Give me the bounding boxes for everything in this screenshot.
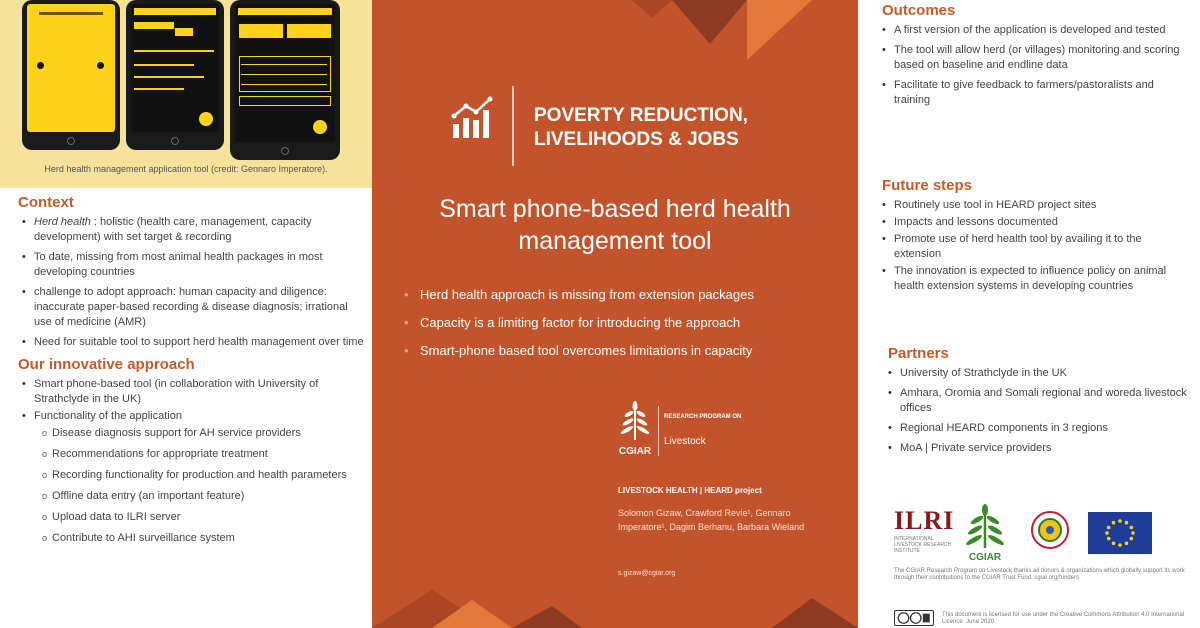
partners-heading: Partners (888, 345, 949, 362)
contact-email[interactable]: s.gizaw@cgiar.org (618, 570, 676, 577)
partner-item: • University of Strathclyde in the UK (884, 366, 1188, 381)
app-screenshots-panel (0, 0, 372, 188)
approach-item: • Smart phone-based tool (in collaboration with University of Strathclyde in the UK) (18, 377, 366, 407)
phone-screenshot-table (230, 0, 340, 160)
function-item: o Disease diagnosis support for AH service providers (42, 426, 366, 441)
donor-acknowledgement: The CGIAR Research Program on Livestock thanks all donors & organizations which globally support its work through their contributions to the CGIAR Trust Fund. cgiar.org/funders (894, 568, 1185, 581)
future-item: • Routinely use tool in HEARD project sites (878, 198, 1182, 213)
license-text: This document is licensed for use under the Creative Commons Attribution 4.0 International Licence. June 2020 (942, 612, 1185, 625)
phone-screen (235, 4, 335, 142)
poster-title: Smart phone-based herd health management tool (439, 195, 791, 255)
table-line (241, 64, 327, 65)
form-line (134, 50, 214, 52)
menu-dot-icon (37, 62, 44, 69)
approach-item: • Functionality of the application (18, 409, 366, 424)
context-item (18, 215, 366, 245)
approach-heading: Our innovative approach (18, 356, 195, 373)
creative-commons-icon (894, 610, 934, 626)
function-item: o Recording functionality for production and health parameters (42, 468, 366, 483)
context-list (18, 215, 366, 350)
ilri-logo (894, 506, 954, 556)
context-item-lead: Herd health (34, 216, 91, 228)
table-line (241, 84, 327, 85)
outcomes-section (858, 2, 1200, 113)
form-line (134, 76, 204, 78)
context-heading: Context (18, 194, 74, 211)
bottom-triangle-decoration (372, 560, 858, 628)
future-heading: Future steps (882, 177, 973, 194)
right-column (858, 0, 1200, 628)
form-line (134, 88, 184, 90)
menu-tile (239, 24, 283, 38)
key-point: • Herd health approach is missing from extension packages (402, 286, 842, 303)
ilri-wordmark: ILRI (894, 506, 955, 535)
key-point: • Smart-phone based tool overcomes limitations in capacity (402, 342, 842, 359)
function-item: o Contribute to AHI surveillance system (42, 531, 366, 546)
category-title: POVERTY REDUCTION, LIVELIHOODS & JOBS (534, 105, 748, 150)
license-row (894, 608, 1194, 628)
outcomes-heading: Outcomes (882, 2, 956, 19)
screenshots-caption: Herd health management application tool (credit: Gennaro Imperatore). (44, 164, 328, 174)
eu-flag-icon (1088, 512, 1152, 554)
header-divider (512, 86, 514, 166)
form-line (134, 64, 194, 66)
cgiar-logo (960, 502, 1010, 566)
context-item (18, 285, 366, 330)
summary-row (239, 96, 331, 106)
partners-list (884, 366, 1188, 456)
partner-logos (894, 500, 1194, 570)
table-line (241, 74, 327, 75)
context-item-text: challenge to adopt approach: human capacity and diligence: inaccurate paper-based recording & disease diagnosis; irrational use of medicine (AMR) (34, 286, 348, 328)
ministry-seal-icon (1030, 510, 1070, 550)
phone-screen (27, 4, 115, 132)
outcome-item: • The tool will allow herd (or villages) monitoring and scoring based on baseline and endline data (878, 43, 1182, 73)
menu-dot-icon (97, 62, 104, 69)
cgiar-wheat-icon (960, 502, 1010, 552)
eu-stars-icon (1088, 512, 1152, 554)
outcomes-list (878, 23, 1182, 108)
cgiar-wordmark: CGIAR (968, 552, 1002, 563)
logo-divider (658, 406, 659, 456)
add-fab-icon (199, 112, 213, 126)
partner-item: • MoA | Private service providers (884, 441, 1188, 456)
app-header-bar (134, 8, 216, 15)
context-item (18, 250, 366, 280)
partners-section (864, 345, 1200, 461)
outcome-item: • A first version of the application is developed and tested (878, 23, 1182, 38)
function-item: o Recommendations for appropriate treatment (42, 447, 366, 462)
authors: Solomon Gizaw, Crawford Revie¹, Gennaro Imperatore¹, Dagim Berhanu, Barbara Wieland (618, 508, 805, 532)
add-fab-icon (313, 120, 327, 134)
partner-item: • Amhara, Oromia and Somali regional and woreda livestock offices (884, 386, 1188, 416)
app-title-bar (39, 12, 103, 15)
bar-chart-icon (450, 96, 494, 140)
left-text-sections (18, 194, 366, 552)
app-header-bar (238, 8, 332, 15)
key-points-list (402, 286, 842, 370)
project-line: LIVESTOCK HEALTH | HEARD project (618, 486, 762, 495)
program-label: RESEARCH PROGRAM ON (664, 414, 742, 420)
future-item: • The innovation is expected to influence policy on animal health extension systems in developing countries (878, 264, 1182, 294)
phone-screenshot-form (126, 0, 224, 150)
cgiar-wordmark: CGIAR (618, 446, 652, 457)
future-list (878, 198, 1182, 294)
phone-screen (131, 4, 219, 132)
cgiar-wheat-icon (618, 400, 652, 444)
key-point: • Capacity is a limiting factor for introducing the approach (402, 314, 842, 331)
approach-list (18, 377, 366, 424)
ilri-subtitle: INTERNATIONAL LIVESTOCK RESEARCH INSTITUTE (894, 536, 952, 554)
home-button-icon (67, 137, 75, 145)
menu-tile (287, 24, 331, 38)
partner-item: • Regional HEARD components in 3 regions (884, 421, 1188, 436)
context-item-text: : holistic (health care, management, capacity development) with set target & recording (34, 216, 312, 243)
function-item: o Offline data entry (an important feature) (42, 489, 366, 504)
context-item-text: Need for suitable tool to support herd health management over time (34, 336, 364, 348)
function-item: o Upload data to ILRI server (42, 510, 366, 525)
context-item (18, 335, 366, 350)
program-name: Livestock (664, 436, 706, 447)
center-banner (372, 0, 858, 628)
approach-sublist (42, 426, 366, 546)
outcome-item: • Facilitate to give feedback to farmers/pastoralists and training (878, 78, 1182, 108)
category-header (450, 86, 810, 166)
future-item: • Impacts and lessons documented (878, 215, 1182, 230)
form-button (175, 28, 193, 36)
home-button-icon (171, 137, 179, 145)
home-button-icon (281, 147, 289, 155)
left-column (0, 0, 372, 628)
cgiar-livestock-logo (618, 400, 758, 470)
phone-screenshot-home (22, 0, 120, 150)
top-triangle-decoration (372, 0, 858, 70)
tab-bar (134, 22, 174, 29)
future-steps-section (858, 177, 1200, 296)
context-item-text: To date, missing from most animal health packages in most developing countries (34, 251, 323, 278)
future-item: • Promote use of herd health tool by availing it to the extension (878, 232, 1182, 262)
